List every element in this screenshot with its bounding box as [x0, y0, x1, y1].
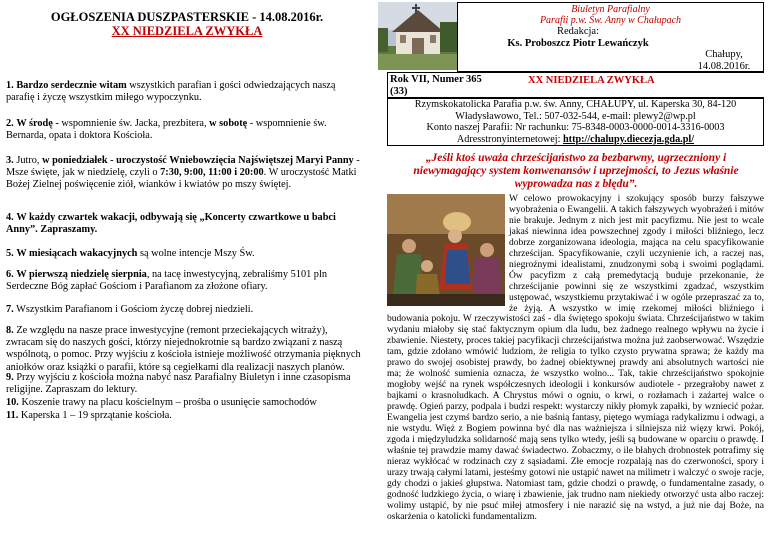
announcements-title-line2: XX NIEDZIELA ZWYKŁA: [111, 24, 263, 38]
announcement-item-1: 1. Bardzo serdecznie witam wszystkich parafian i gości odwiedzających naszą parafię i życzę wszystkim miłego wypoczynku.: [6, 80, 336, 104]
announcement-item-2: 2. W środę - wspomnienie św. Jacka, prezbitera, w sobotę - wspomnienie św. Bernarda, opata i doktora Kościoła.: [6, 118, 327, 142]
bulletin-column: [372, 0, 768, 543]
issue-info: [387, 72, 764, 98]
announcements-column: [0, 0, 372, 543]
website-link[interactable]: http://chalupy.diecezja.gda.pl/: [563, 133, 695, 145]
announcement-item-8: 8. Ze względu na nasze prace inwestycyjne (remont przeciekających witraży), zwracam się do naszych gości, którzy niejednokrotnie są bardzo związani z naszą wspólnotą, o pomoc. Przy wyjściu z kościoła istnieje możliwość otrzymania pięknych aniołków oraz książki o parafii, które są cegiełkami dla realizacji naszych planów.: [6, 325, 361, 373]
church-photo: [378, 2, 457, 70]
announcement-item-9: 9. Przy wyjściu z kościoła można nabyć nasz Parafialny Biuletyn i inne czasopisma religijne. Zapraszam do lektury.: [6, 372, 351, 396]
bulletin-title: Biuletyn Parafialny Parafii p.w. Św. Anny w Chałupach: [539, 4, 682, 26]
issue-sunday: XX NIEDZIELA ZWYKŁA: [528, 75, 655, 86]
parish-contact: Rzymskokatolicka Parafia p.w. św. Anny, CHAŁUPY, ul. Kaperska 30, 84-120 Władysławowo, Tel.: 507-032-544, e-mail: plewy2@wp.pl Konto naszej Parafii: Nr rachunku: 75-8348-0003-0000-0014-3316-0003 Adresstronyinternetowej: http://chalupy.diecezja.gda.pl/: [387, 98, 764, 146]
announcement-item-6: 6. W pierwszą niedzielę sierpnia, na tacę inwestycyjną, zebraliśmy 5101 pln Serdeczne Bóg zapłać Gościom i Parafianom za złożone ofiary.: [6, 269, 327, 293]
announcement-item-7: 7. Wszystkim Parafianom i Gościom życzę dobrej niedzieli.: [6, 304, 254, 315]
announcements-title-line1: OGŁOSZENIA DUSZPASTERSKIE - 14.08.2016r.: [50, 10, 324, 24]
editorial-info: Redakcja: Ks. Proboszcz Piotr Lewańczyk: [507, 26, 649, 49]
place-date: Chałupy, 14.08.2016r.: [697, 49, 751, 72]
announcement-item-4: 4. W każdy czwartek wakacji, odbywają się „Koncerty czwartkowe u babci Anny”. Zapraszamy.: [6, 212, 336, 236]
article-quote: „Jeśli ktoś uważa chrześcijaństwo za bezbarwny, ugrzeczniony i niewymagający system konwenansów i uprzejmości, to Jezus właśnie wyprowadza nas z błędu”.: [413, 152, 739, 191]
announcement-item-5: 5. W miesiącach wakacyjnych są wolne intencje Mszy Św.: [6, 248, 255, 259]
article-body: W celowo prowokacyjny i szokujący sposób burzy fałszywe wyobrażenia o Ewangelii. A takich fałszywych wyobrażeń i mitów nie brakuje. Jednym z nich jest mit pacyfizmu. Nie jest to wcale jakaś niewinna idea powszechnej zgody i miłości bliźniego, lecz dobrze zorganizowana ideologia, mająca na celu spacyfikowanie chrześcijan. Spacyfikowanie, czyli uczynienie ich, a raczej nas, niegroźnymi idealistami, znudzonymi sobą i swoimi poglądami. Ów pacyfizm z całą premedytacją buduje przekonanie, że chrześcijanie powinni się ze wszystkimi zgadzać, wszystkim ustępować, wszystkiemu przytakiwać i w ogóle przepraszać za to, że żyją. A wszystko w imię rzekomej miłości bliźniego i budowania pokoju. W rzeczywistości zaś - dla świętego spokoju świata. Chrześcijaństwo w takim wydaniu miałoby się stać faktycznym opium dla ludu, bez żadnego realnego wpływu na życie i zbawienie. Niestety, proces takiej pacyfikacji chrześcijaństwa można już zaobserwować. Wszędzie tam, gdzie zdołano wmówić ludziom, że religia to tylko czysto prywatna sprawa; że każdy ma prawo do swojej osobistej prawdy, bo żadnej obiektywnej prawdy ani absolutnych wartości nie ma; że wolność sumienia oznacza, że wszystko wolno... Tak, takie chrześcijaństwo spokojnie mogłoby wejść na rynek współczesnych ideologii i konkursów audiotele - przegrałoby nawet z bajkami o krasnoludkach. A Chrystus mówi o ogniu, o krwi, o rozłamach i zażartej walce o prawdę. Ogień parzy, podpala i budzi respekt: wystarczy nikły płomyk zapałki, by wzniecić pożar. Ewangelia jest czymś bardzo serio, a nie baśnią fantasy, piętego wymiaga radykalizmu i odwagi, a nie wstydu. Więż z Bogiem powinna być dla nas ważniejsza i silniejsza niż więzy krwi. Pokój, zgoda i międzyludzka solidarność mają sens tylko wtedy, jeśli są budowane w oparciu o prawdę. I właśnie tej prawdzie mamy dawać świadectwo. Zobaczmy, o ile błahych drobnostek potrafimy się nieraz wykłócać w rodzinach czy z sąsiadami. Złe emocje rozpalają nas do czerwoności, spory i urazy trwają całymi latami, jesteśmy gotowi nie ustąpić nawet na milimetr i walczyć o swoje racje, gdy chodzi o jakieś głupstwa. Natomiast tam, gdzie chodzi o prawdę, o fundamentalne zasady, o godność ludzkiego życia, o wiarę i zbawienie, jak trudno nam niekiedy otworzyć usta albo raczej: wolimy ustąpić, by nie psuć miłej atmosfery i nie narazić się na wstyd, a już nie daj Boże, na oskarżenia o katolicki fundamentalizm.: [387, 194, 764, 522]
announcement-item-11: 11. Kaperska 1 – 19 sprzątanie kościoła.: [6, 410, 172, 421]
religious-painting: [387, 194, 509, 310]
bulletin-header: [457, 2, 764, 72]
announcements-title: [22, 10, 352, 38]
announcement-item-10: 10. Koszenie trawy na placu kościelnym – prośba o usunięcie samochodów: [6, 397, 317, 408]
issue-number: Rok VII, Numer 365 (33): [390, 74, 482, 97]
announcement-item-3: 3. Jutro, w poniedziałek - uroczystość Wniebowzięcia Najświętszej Maryi Panny -Msze święte, jak w niedzielę, czyli o 7:30, 9:00, 11:00 i 20:00. W uroczystość Matki Bożej Zielnej poświęcenie ziół, wianków i kwiatów po mszy świętej.: [6, 155, 360, 191]
